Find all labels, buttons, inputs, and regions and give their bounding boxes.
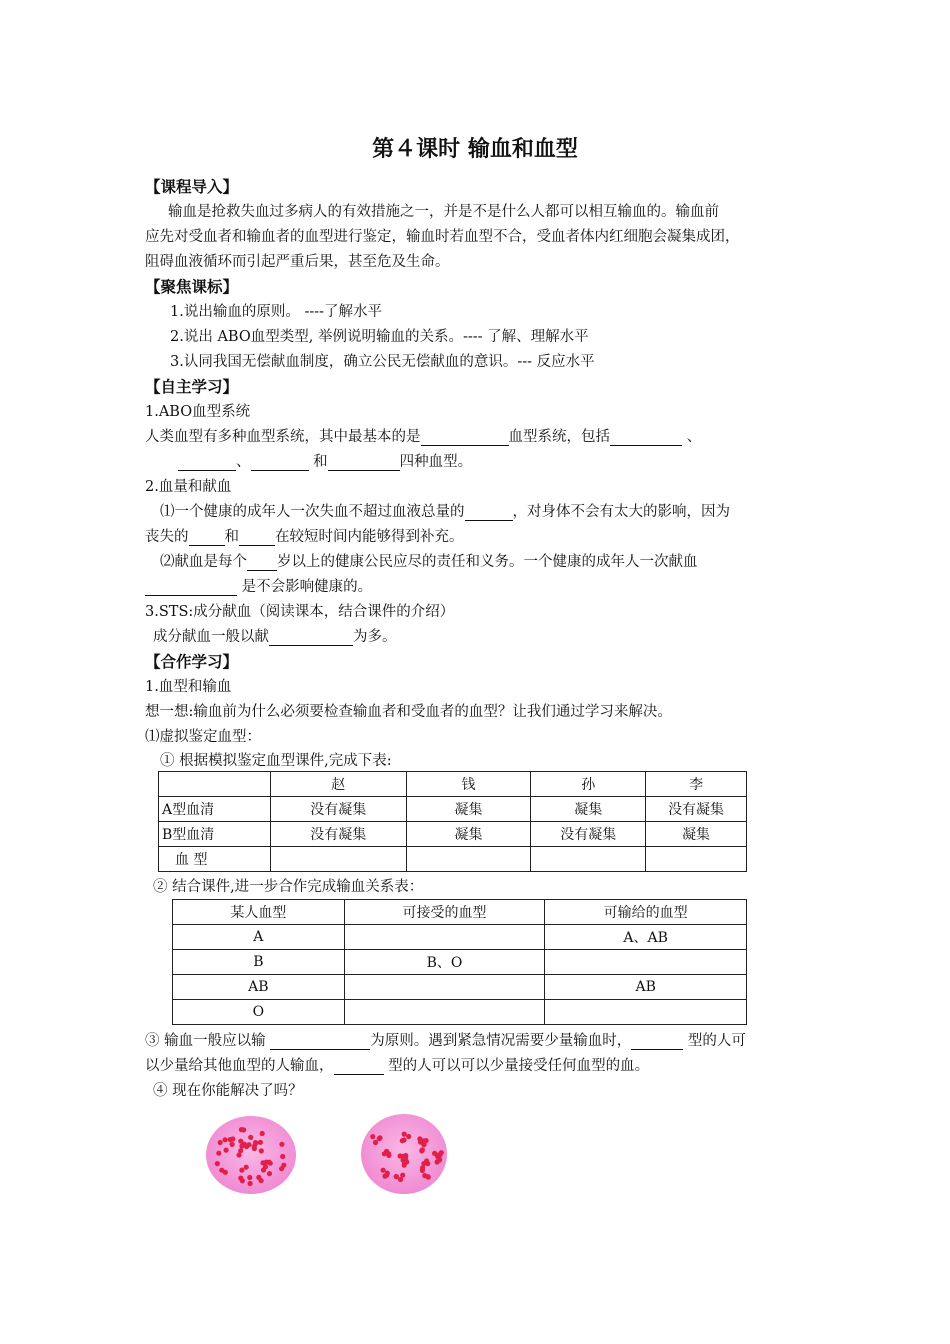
table-cell: 没有凝集 bbox=[270, 822, 406, 847]
table-cell: 凝集 bbox=[646, 822, 747, 847]
fill-blank[interactable] bbox=[328, 455, 400, 471]
table-cell bbox=[159, 772, 271, 797]
text: 人类血型有多种血型系统，其中最基本的是 bbox=[145, 429, 421, 445]
fill-blank[interactable] bbox=[247, 555, 277, 571]
fill-blank[interactable] bbox=[610, 430, 682, 446]
blood-test-table bbox=[158, 771, 747, 872]
table-cell: 凝集 bbox=[406, 797, 531, 822]
self-heading-3: 3.STS:成分献血（阅读课本，结合课件的介绍） bbox=[145, 604, 455, 620]
table-cell: 赵 bbox=[270, 772, 406, 797]
text: 型的人可以可以少量接受任何血型的血。 bbox=[383, 1058, 650, 1074]
fill-blank[interactable] bbox=[334, 1059, 384, 1075]
fill-blank[interactable] bbox=[251, 455, 309, 471]
intro-line-3: 阻碍血液循环而引起严重后果，甚至危及生命。 bbox=[145, 254, 450, 270]
table-cell: AB bbox=[173, 975, 345, 1000]
self-line-abo-1 bbox=[145, 428, 701, 446]
coop-heading-1: 1.血型和输血 bbox=[145, 679, 232, 695]
table-row bbox=[159, 822, 747, 847]
self-line-blood-3 bbox=[160, 553, 698, 571]
fill-blank[interactable] bbox=[269, 630, 353, 646]
answer-cell[interactable] bbox=[545, 1000, 747, 1025]
fill-blank[interactable] bbox=[189, 530, 225, 546]
table-cell: 没有凝集 bbox=[646, 797, 747, 822]
text: 型的人可 bbox=[683, 1033, 746, 1049]
table-cell: 血 型 bbox=[159, 847, 271, 872]
fill-blank[interactable] bbox=[631, 1034, 683, 1050]
page-title: 第４课时 输血和血型 bbox=[372, 137, 578, 162]
blood-sample-dish-image bbox=[205, 1115, 297, 1195]
table-row bbox=[159, 797, 747, 822]
coop-step-2: ② 结合课件,进一步合作完成输血关系表： bbox=[153, 879, 424, 895]
text: 为多。 bbox=[353, 629, 397, 645]
text: 岁以上的健康公民应尽的责任和义务。一个健康的成年人一次献血 bbox=[277, 554, 698, 570]
table-row bbox=[159, 772, 747, 797]
agglutinated-sample-dish-image bbox=[360, 1113, 448, 1195]
table-row bbox=[173, 900, 747, 925]
answer-cell[interactable] bbox=[344, 1000, 545, 1025]
table-cell: 没有凝集 bbox=[270, 797, 406, 822]
table-cell: 可接受的血型 bbox=[344, 900, 545, 925]
section-intro-heading: 【课程导入】 bbox=[145, 178, 239, 196]
text: 四种血型。 bbox=[399, 454, 473, 470]
text: 成分献血一般以献 bbox=[153, 629, 269, 645]
answer-cell[interactable] bbox=[531, 847, 646, 872]
text: 血型系统，包括 bbox=[508, 429, 610, 445]
self-heading-2: 2.血量和献血 bbox=[145, 479, 232, 495]
text: 在较短时间内能够得到补充。 bbox=[275, 529, 464, 545]
text: 为原则。遇到紧急情况需要少量输血时， bbox=[370, 1033, 632, 1049]
table-cell: 可输给的血型 bbox=[545, 900, 747, 925]
table-row bbox=[173, 1000, 747, 1025]
table-row bbox=[159, 847, 747, 872]
self-line-abo-2 bbox=[178, 453, 472, 471]
answer-cell[interactable] bbox=[344, 925, 545, 950]
table-cell: 凝集 bbox=[531, 797, 646, 822]
answer-cell[interactable] bbox=[406, 847, 531, 872]
coop-step-4: ④ 现在你能解决了吗？ bbox=[153, 1083, 303, 1099]
answer-cell[interactable] bbox=[270, 847, 406, 872]
fill-blank[interactable] bbox=[145, 580, 237, 596]
goal-2: 2.说出 ABO血型类型, 举例说明输血的关系。---- 了解、理解水平 bbox=[170, 329, 589, 345]
table-cell: 李 bbox=[646, 772, 747, 797]
text: ⑴一个健康的成年人一次失血不超过血液总量的 bbox=[160, 504, 465, 520]
table-row bbox=[173, 925, 747, 950]
fill-blank[interactable] bbox=[421, 430, 509, 446]
self-line-blood-4 bbox=[145, 578, 372, 596]
transfusion-table bbox=[172, 899, 747, 1025]
fill-blank[interactable] bbox=[178, 455, 236, 471]
section-self-heading: 【自主学习】 bbox=[145, 378, 239, 396]
table-row bbox=[173, 950, 747, 975]
table-cell: A型血清 bbox=[159, 797, 271, 822]
fill-blank[interactable] bbox=[239, 530, 275, 546]
goal-1: 1.说出输血的原则。 ----了解水平 bbox=[170, 304, 383, 320]
table-cell: 孙 bbox=[531, 772, 646, 797]
answer-cell[interactable] bbox=[545, 950, 747, 975]
text: 以少量给其他血型的人输血， bbox=[145, 1058, 334, 1074]
table-cell: A bbox=[173, 925, 345, 950]
table-row bbox=[173, 975, 747, 1000]
table-cell: B、O bbox=[344, 950, 545, 975]
goal-3: 3.认同我国无偿献血制度，确立公民无偿献血的意识。--- 反应水平 bbox=[170, 354, 595, 370]
table-cell: AB bbox=[545, 975, 747, 1000]
table-cell: 凝集 bbox=[406, 822, 531, 847]
coop-step-3-line-1 bbox=[145, 1032, 746, 1050]
text: 、 bbox=[236, 454, 251, 470]
table-cell: O bbox=[173, 1000, 345, 1025]
text: 和 bbox=[308, 454, 328, 470]
table-cell: 某人血型 bbox=[173, 900, 345, 925]
coop-step-3-line-2 bbox=[145, 1057, 649, 1075]
section-goals-heading: 【聚焦课标】 bbox=[145, 278, 239, 296]
text: 丧失的 bbox=[145, 529, 189, 545]
answer-cell[interactable] bbox=[344, 975, 545, 1000]
answer-cell[interactable] bbox=[646, 847, 747, 872]
table-cell: 钱 bbox=[406, 772, 531, 797]
table-cell: B bbox=[173, 950, 345, 975]
text: ③ 输血一般应以输 bbox=[145, 1033, 271, 1049]
text: 和 bbox=[224, 529, 239, 545]
text: 、 bbox=[682, 429, 702, 445]
self-line-blood-1 bbox=[160, 503, 730, 521]
coop-think: 想一想:输血前为什么必须要检查输血者和受血者的血型？让我们通过学习来解决。 bbox=[145, 704, 672, 720]
self-heading-1: 1.ABO血型系统 bbox=[145, 404, 251, 420]
table-cell: 没有凝集 bbox=[531, 822, 646, 847]
intro-line-2: 应先对受血者和输血者的血型进行鉴定，输血时若血型不合，受血者体内红细胞会凝集成团， bbox=[145, 229, 740, 245]
coop-virtual: ⑴虚拟鉴定血型： bbox=[145, 729, 261, 745]
text: ⑵献血是每个 bbox=[160, 554, 247, 570]
fill-blank[interactable] bbox=[465, 505, 513, 521]
coop-step-1: ① 根据模拟鉴定血型课件,完成下表: bbox=[160, 753, 392, 769]
self-line-component bbox=[153, 628, 397, 646]
intro-line-1: 输血是抢救失血过多病人的有效措施之一，并是不是什么人都可以相互输血的。输血前 bbox=[168, 204, 719, 220]
table-cell: B型血清 bbox=[159, 822, 271, 847]
section-coop-heading: 【合作学习】 bbox=[145, 653, 239, 671]
text: ，对身体不会有太大的影响，因为 bbox=[512, 504, 730, 520]
fill-blank[interactable] bbox=[270, 1034, 370, 1050]
table-cell: A、AB bbox=[545, 925, 747, 950]
self-line-blood-2 bbox=[145, 528, 464, 546]
text: 是不会影响健康的。 bbox=[237, 579, 373, 595]
